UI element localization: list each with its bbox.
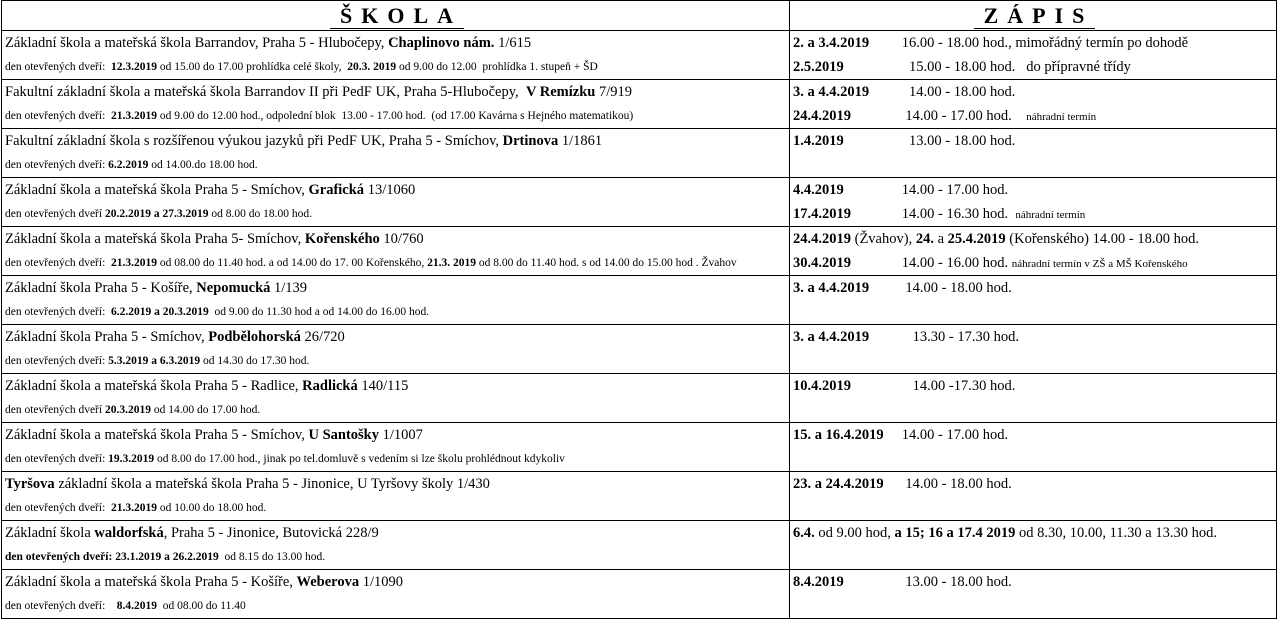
school-name-part: Nepomucká <box>196 279 271 296</box>
zapis-term-secondary <box>790 349 1277 374</box>
school-rows <box>2 31 1277 619</box>
zapis-term-part: 24. <box>915 230 934 247</box>
school-name-part: U Santošky <box>308 426 379 443</box>
school-name-part: 7/919 <box>595 83 633 100</box>
open-day-part: 21.3. 2019 <box>427 257 477 269</box>
zapis-term-secondary-part: 15.00 - 18.00 hod. do přípravné třídy <box>843 58 1131 75</box>
school-row <box>2 80 1277 105</box>
open-day-part: od 14.00 do 17.00 hod. <box>150 404 261 416</box>
school-open-day-row <box>2 55 1277 80</box>
school-name-part: Kořenského <box>304 230 380 247</box>
zapis-term-part: 6.4. <box>793 524 815 541</box>
open-day-part: od 8.00 do 11.40 hod. s od 14.00 do 15.00 hod . Žvahov <box>476 257 737 269</box>
school-name-part: Základní škola a mateřská škola Praha 5 - Košíře, <box>5 573 297 590</box>
open-day-part: od 8.00 do 17.00 hod., jinak po tel.domluvě s vedením si lze školu prohlédnout kdykoliv <box>154 453 565 465</box>
open-day <box>2 202 790 227</box>
school-name <box>2 472 790 497</box>
school-name-part: Základní škola a mateřská škola Praha 5 - Radlice, <box>5 377 303 394</box>
open-day-part: den otevřených dveří: <box>5 453 109 465</box>
school-open-day-row <box>2 153 1277 178</box>
open-day-part: od 9.00 do 12.00 prohlídka 1. stupeň + ŠD <box>396 61 598 73</box>
open-day-part: od 9.00 do 12.00 hod., odpolední blok 13.00 - 17.00 hod. (od 17.00 Kavárna s Hejného matematikou) <box>157 110 634 122</box>
zapis-term <box>790 325 1277 350</box>
school-row <box>2 570 1277 595</box>
school-row <box>2 521 1277 546</box>
open-day-part: 12.3.2019 <box>111 61 158 73</box>
zapis-term-part: 13.00 - 18.00 hod. <box>843 573 1012 590</box>
open-day <box>2 251 790 276</box>
open-day-part: 6.2.2019 <box>108 159 149 171</box>
open-day-part: 6.2.2019 a 20.3.2019 <box>111 306 209 318</box>
zapis-term-secondary-part: náhradní termín <box>1015 208 1086 221</box>
school-name <box>2 178 790 203</box>
open-day-part: 20.2.2019 a 27.3.2019 <box>104 208 209 220</box>
school-name-part: 1/1007 <box>379 426 423 443</box>
school-name-part: Základní škola <box>5 524 95 541</box>
school-row <box>2 374 1277 399</box>
school-row <box>2 178 1277 203</box>
zapis-term-part: 14.00 - 18.00 hod. <box>869 83 1016 100</box>
open-day-part: 21.3.2019 <box>111 110 158 122</box>
zapis-term-part: od 8.30, 10.00, 11.30 a 13.30 hod. <box>1015 524 1217 541</box>
school-name-part: V Remízku <box>525 83 596 100</box>
open-day-part: od 9.00 do 11.30 hod a od 14.00 do 16.00 hod. <box>208 306 430 318</box>
zapis-term-secondary-part: 14.00 - 16.30 hod. <box>851 205 1016 222</box>
zapis-term-part: 3. a 4.4.2019 <box>793 83 870 100</box>
school-name-part: Chaplinovo nám. <box>388 34 495 51</box>
school-row <box>2 423 1277 448</box>
zapis-term-part: 13.30 - 17.30 hod. <box>869 328 1019 345</box>
open-day-part: den otevřených dveří: <box>5 257 112 269</box>
school-name-part: 10/760 <box>379 230 424 247</box>
zapis-term <box>790 31 1277 56</box>
zapis-term-secondary <box>790 55 1277 80</box>
school-name-part: Weberova <box>296 573 360 590</box>
school-row <box>2 325 1277 350</box>
school-open-day-row <box>2 202 1277 227</box>
open-day-part: den otevřených dveří: <box>5 61 112 73</box>
school-open-day-row <box>2 349 1277 374</box>
school-name-part: 1/1090 <box>359 573 403 590</box>
zapis-term-part: 14.00 - 17.00 hod. <box>883 426 1009 443</box>
zapis-term-part: 14.00 - 17.00 hod. <box>843 181 1009 198</box>
school-name <box>2 374 790 399</box>
open-day-part: od 14.00.do 18.00 hod. <box>148 159 258 171</box>
open-day-part: 5.3.2019 a 6.3.2019 <box>108 355 201 367</box>
open-day-part: 8.4.2019 <box>116 600 158 612</box>
school-name-part: Tyršova <box>5 475 55 492</box>
zapis-term <box>790 423 1277 448</box>
zapis-term-secondary <box>790 202 1277 227</box>
school-row <box>2 129 1277 154</box>
zapis-term <box>790 129 1277 154</box>
open-day-part: 20.3.2019 <box>104 404 151 416</box>
school-name-part: Radlická <box>302 377 358 394</box>
zapis-term <box>790 276 1277 301</box>
open-day-part: od 8.15 do 13.00 hod. <box>218 551 326 563</box>
zapis-term <box>790 178 1277 203</box>
header-skola-text: ŠKOLA <box>330 3 464 29</box>
zapis-term-secondary <box>790 496 1277 521</box>
open-day <box>2 349 790 374</box>
school-open-day-row <box>2 398 1277 423</box>
open-day-part: den otevřených dveří <box>5 208 105 220</box>
school-row <box>2 472 1277 497</box>
school-name-part: Základní škola a mateřská škola Praha 5 - Smíchov, <box>5 181 309 198</box>
zapis-term-part: 14.00 - 18.00 hod. <box>883 475 1012 492</box>
open-day-part: od 8.00 do 18.00 hod. <box>208 208 312 220</box>
school-row <box>2 31 1277 56</box>
school-name <box>2 423 790 448</box>
school-name-part: , Praha 5 - Jinonice, Butovická 228/9 <box>163 524 379 541</box>
zapis-term-secondary <box>790 153 1277 178</box>
zapis-term-secondary-part: 2.5.2019 <box>793 58 844 75</box>
open-day-part: od 14.30 do 17.30 hod. <box>200 355 310 367</box>
header-skola <box>2 1 790 31</box>
zapis-term-secondary <box>790 300 1277 325</box>
open-day-part: den otevřených dveří: 23.1.2019 a 26.2.2019 <box>5 551 219 563</box>
zapis-term-secondary <box>790 251 1277 276</box>
zapis-term-part: 4.4.2019 <box>793 181 844 198</box>
school-name-part: 140/115 <box>357 377 409 394</box>
zapis-term-part: 3. a 4.4.2019 <box>793 328 870 345</box>
school-open-day-row <box>2 251 1277 276</box>
zapis-term-part: 13.00 - 18.00 hod. <box>843 132 1016 149</box>
zapis-term-part: 16.00 - 18.00 hod., mimořádný termín po dohodě <box>869 34 1189 51</box>
zapis-term <box>790 374 1277 399</box>
school-name-part: 26/720 <box>300 328 345 345</box>
school-name-part: Fakultní základní škola a mateřská škola Barrandov II při PedF UK, Praha 5-Hlubočepy, <box>5 83 526 100</box>
zapis-term-part: 14.00 -17.30 hod. <box>851 377 1016 394</box>
zapis-term-secondary <box>790 594 1277 619</box>
school-name <box>2 227 790 252</box>
zapis-term-part: (Žvahov), <box>851 230 916 247</box>
open-day <box>2 545 790 570</box>
schools-table <box>1 0 1277 619</box>
open-day-part: 21.3.2019 <box>111 257 158 269</box>
zapis-term-secondary-part: 14.00 - 16.00 hod. <box>851 254 1012 271</box>
zapis-term-part: (Kořenského) 14.00 - 18.00 hod. <box>1005 230 1199 247</box>
school-name <box>2 31 790 56</box>
open-day-part: od 10.00 do 18.00 hod. <box>157 502 267 514</box>
school-name-part: 13/1060 <box>364 181 416 198</box>
open-day-part: den otevřených dveří <box>5 404 105 416</box>
open-day-part: 19.3.2019 <box>108 453 155 465</box>
zapis-term <box>790 227 1277 252</box>
school-name-part: Fakultní základní škola s rozšířenou výukou jazyků při PedF UK, Praha 5 - Smíchov, <box>5 132 503 149</box>
zapis-term-secondary-part: 24.4.2019 <box>793 107 851 124</box>
school-name-part: 1/615 <box>494 34 532 51</box>
school-open-day-row <box>2 447 1277 472</box>
zapis-term-secondary <box>790 398 1277 423</box>
zapis-term-part: 14.00 - 18.00 hod. <box>869 279 1012 296</box>
school-name-part: 1/1861 <box>558 132 603 149</box>
open-day <box>2 398 790 423</box>
header-zapis <box>790 1 1277 31</box>
open-day-part: den otevřených dveří: <box>5 159 109 171</box>
zapis-term-part: od 9.00 hod, <box>814 524 895 541</box>
open-day <box>2 594 790 619</box>
school-name <box>2 80 790 105</box>
school-open-day-row <box>2 496 1277 521</box>
zapis-term <box>790 570 1277 595</box>
open-day <box>2 104 790 129</box>
zapis-term-part: 3. a 4.4.2019 <box>793 279 870 296</box>
school-name-part: Základní škola Praha 5 - Košíře, <box>5 279 197 296</box>
zapis-term <box>790 472 1277 497</box>
zapis-term-secondary-part: 14.00 - 17.00 hod. <box>851 107 1027 124</box>
open-day <box>2 55 790 80</box>
header-zapis-text: ZÁPIS <box>974 3 1096 29</box>
open-day-part: 21.3.2019 <box>111 502 158 514</box>
open-day-part: den otevřených dveří: <box>5 600 117 612</box>
open-day <box>2 496 790 521</box>
school-row <box>2 276 1277 301</box>
open-day <box>2 153 790 178</box>
open-day-part: den otevřených dveří: <box>5 306 112 318</box>
open-day-part: 20.3. 2019 <box>347 61 397 73</box>
zapis-term-part: 24.4.2019 <box>793 230 851 247</box>
open-day <box>2 300 790 325</box>
zapis-term-part: 1.4.2019 <box>793 132 844 149</box>
school-name-part: Podbělohorská <box>208 328 301 345</box>
zapis-term-part: 2. a 3.4.2019 <box>793 34 870 51</box>
school-open-day-row <box>2 545 1277 570</box>
school-open-day-row <box>2 104 1277 129</box>
zapis-term-secondary-part: náhradní termín v ZŠ a MŠ Kořenského <box>1011 257 1188 270</box>
school-open-day-row <box>2 300 1277 325</box>
school-name <box>2 276 790 301</box>
school-name <box>2 570 790 595</box>
school-name-part: Základní škola a mateřská škola Praha 5 - Smíchov, <box>5 426 309 443</box>
open-day <box>2 447 790 472</box>
open-day-part: od 08.00 do 11.40 hod. a od 14.00 do 17. 00 Kořenského, <box>157 257 428 269</box>
school-name <box>2 325 790 350</box>
open-day-part: od 15.00 do 17.00 prohlídka celé školy, <box>157 61 348 73</box>
zapis-term-part: 8.4.2019 <box>793 573 844 590</box>
school-name-part: Drtinova <box>502 132 559 149</box>
school-row <box>2 227 1277 252</box>
zapis-term <box>790 80 1277 105</box>
school-name-part: 1/139 <box>270 279 308 296</box>
open-day-part: den otevřených dveří: <box>5 502 112 514</box>
open-day-part: den otevřených dveří: <box>5 355 109 367</box>
open-day-part: od 08.00 do 11.40 <box>157 600 246 612</box>
zapis-term-secondary <box>790 104 1277 129</box>
zapis-term-part: 15. a 16.4.2019 <box>793 426 884 443</box>
zapis-term-secondary <box>790 447 1277 472</box>
school-name-part: Základní škola a mateřská škola Barrandov, Praha 5 - Hlubočepy, <box>5 34 389 51</box>
school-open-day-row <box>2 594 1277 619</box>
zapis-term-secondary-part: náhradní termín <box>1026 110 1097 123</box>
school-name <box>2 521 790 546</box>
school-name-part: Základní škola Praha 5 - Smíchov, <box>5 328 209 345</box>
zapis-term-part: 25.4.2019 <box>947 230 1006 247</box>
zapis-term-secondary <box>790 545 1277 570</box>
open-day-part: den otevřených dveří: <box>5 110 112 122</box>
zapis-term-part: a <box>933 230 948 247</box>
school-name <box>2 129 790 154</box>
school-name-part: Základní škola a mateřská škola Praha 5- Smíchov, <box>5 230 305 247</box>
school-name-part: Grafická <box>308 181 365 198</box>
zapis-term-part: 10.4.2019 <box>793 377 851 394</box>
school-name-part: waldorfská <box>94 524 164 541</box>
zapis-term-part: a 15; 16 a 17.4 2019 <box>894 524 1016 541</box>
zapis-term-secondary-part: 30.4.2019 <box>793 254 851 271</box>
zapis-term <box>790 521 1277 546</box>
zapis-term-part: 23. a 24.4.2019 <box>793 475 884 492</box>
zapis-term-secondary-part: 17.4.2019 <box>793 205 851 222</box>
school-name-part: základní škola a mateřská škola Praha 5 - Jinonice, U Tyršovy školy 1/430 <box>54 475 490 492</box>
